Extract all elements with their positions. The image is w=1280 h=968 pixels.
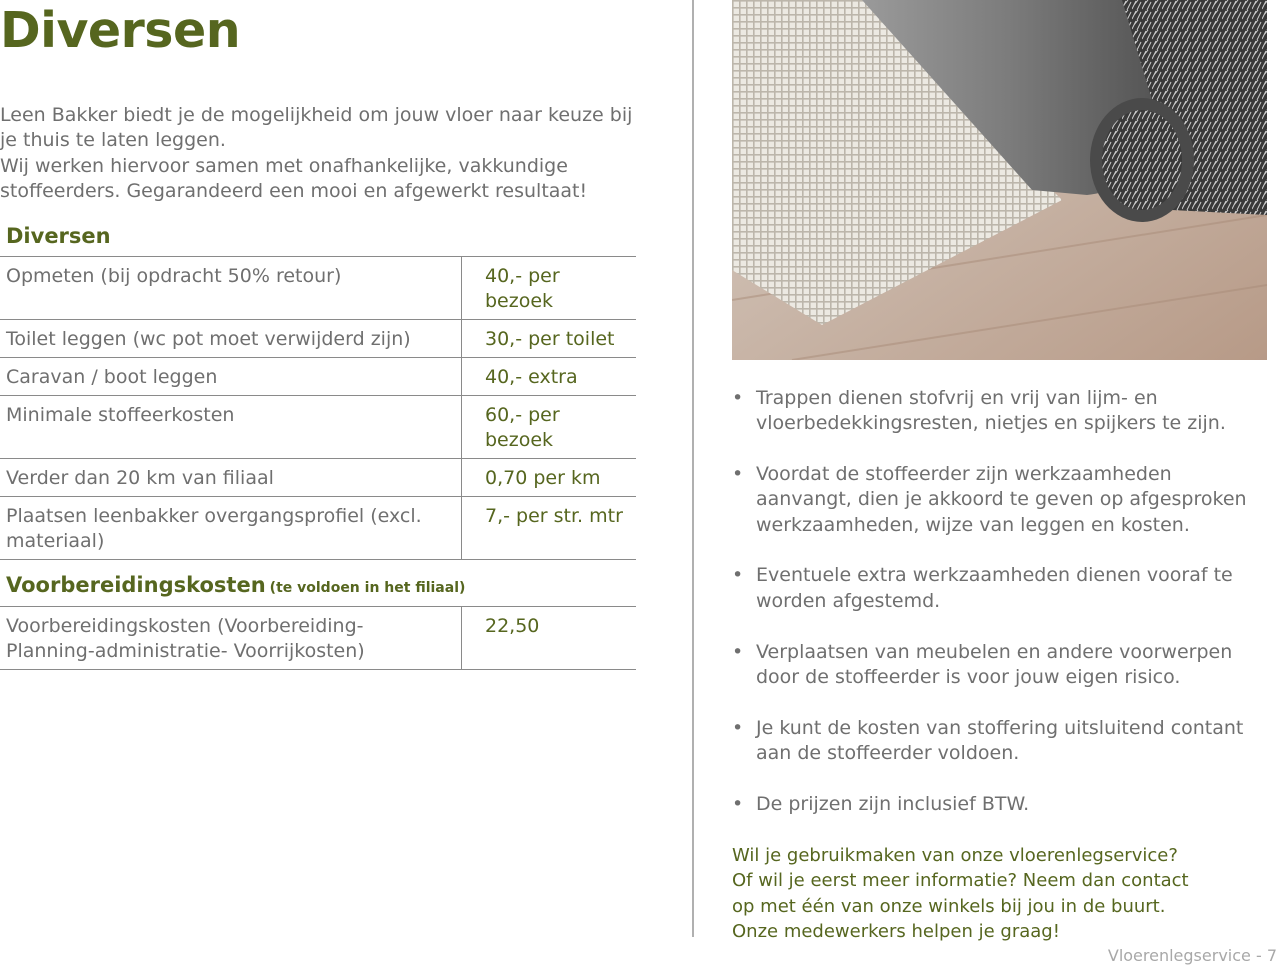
row-price: 60,- per bezoek <box>485 404 560 451</box>
table-row <box>0 497 636 560</box>
table-row <box>0 320 636 358</box>
cta-line: op met één van onze winkels bij jou in de buurt. <box>732 895 1166 917</box>
intro-text <box>0 103 640 204</box>
row-price: 22,50 <box>485 615 540 637</box>
rug-underlay-photo <box>732 0 1267 360</box>
list-item: • Trappen dienen stofvrij en vrij van lijm- en vloerbedekkingsresten, nietjes en spijkers te zijn. <box>732 386 1272 437</box>
list-item: • De prijzen zijn inclusief BTW. <box>732 792 1272 817</box>
diversen-price-table <box>0 256 636 560</box>
list-item: • Je kunt de kosten van stoffering uitsluitend contant aan de stoffeerder voldoen. <box>732 716 1272 767</box>
row-price: 40,- extra <box>485 366 578 388</box>
row-label: Verder dan 20 km van filiaal <box>0 459 462 497</box>
intro-paragraph-1: Leen Bakker biedt je de mogelijkheid om jouw vloer naar keuze bij je thuis te laten leggen. <box>0 104 633 152</box>
voorbereiding-heading-text: Voorbereidingskosten <box>6 573 266 597</box>
list-item: • Verplaatsen van meubelen en andere voorwerpen door de stoffeerder is voor jouw eigen risico. <box>732 640 1272 691</box>
row-label: Voorbereidingskosten (Voorbereiding- Planning-administratie- Voorrijkosten) <box>0 607 462 670</box>
row-price: 30,- per toilet <box>485 328 615 350</box>
list-item: • Voordat de stoffeerder zijn werkzaamheden aanvangt, dien je akkoord te geven op afgesproken werkzaamheden, wijze van leggen en kosten. <box>732 462 1272 538</box>
cta-line: Onze medewerkers helpen je graag! <box>732 920 1060 942</box>
table-row <box>0 396 636 459</box>
table-row <box>0 358 636 396</box>
table-row <box>0 607 636 670</box>
list-item: • Eventuele extra werkzaamheden dienen vooraf te worden afgestemd. <box>732 563 1272 614</box>
diversen-heading: Diversen <box>6 224 111 248</box>
row-label: Toilet leggen (wc pot moet verwijderd zijn) <box>0 320 462 358</box>
voorbereiding-price-table <box>0 606 636 670</box>
voorbereiding-heading <box>6 573 465 597</box>
column-divider <box>692 0 694 937</box>
voorbereiding-note: (te voldoen in het filiaal) <box>269 580 466 596</box>
table-row <box>0 257 636 320</box>
row-price: 0,70 per km <box>485 467 601 489</box>
row-price: 7,- per str. mtr <box>485 505 623 527</box>
cta-line: Wil je gebruikmaken van onze vloerenlegservice? <box>732 845 1178 866</box>
row-label: Caravan / boot leggen <box>0 358 462 396</box>
contact-call-to-action <box>732 843 1252 944</box>
table-row <box>0 459 636 497</box>
row-label: Plaatsen leenbakker overgangsprofiel (excl. materiaal) <box>0 497 462 560</box>
page-title: Diversen <box>0 2 241 59</box>
row-price: 40,- per bezoek <box>485 265 560 312</box>
row-label: Minimale stoffeerkosten <box>0 396 462 459</box>
rug-underlay-icon <box>732 0 1267 360</box>
page-footer: Vloerenlegservice - 7 <box>1107 946 1277 965</box>
cta-line: Of wil je eerst meer informatie? Neem dan contact <box>732 870 1189 892</box>
intro-paragraph-2: Wij werken hiervoor samen met onafhankelijke, vakkundige stoffeerders. Gegarandeerd een mooi en afgewerkt resultaat! <box>0 154 588 202</box>
row-label: Opmeten (bij opdracht 50% retour) <box>0 257 462 320</box>
conditions-list <box>732 386 1272 843</box>
